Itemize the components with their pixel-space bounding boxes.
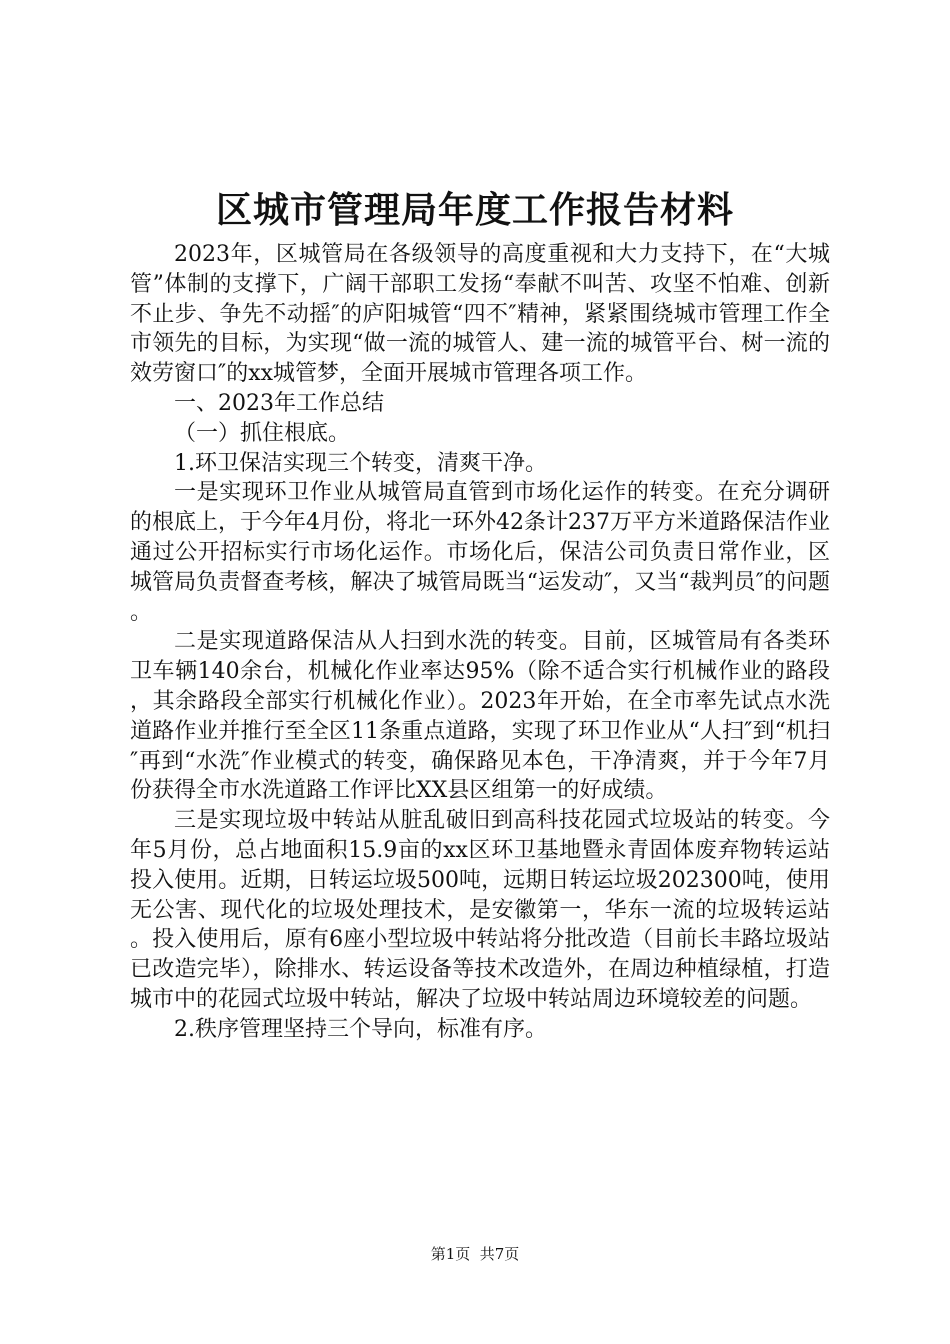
document-title: 区城市管理局年度工作报告材料 [215, 189, 734, 231]
body-paragraph: 一是实现环卫作业从城管局直管到市场化运作的转变。在充分调研的根底上，于今年4月份，将北一环外42条计237万平方米道路保洁作业通过公开招标实行市场化运作。市场化后，保洁公司负责日常作业，区城管局负责督查考核，解决了城管局既当“运发动″，又当“裁判员″的问题。 [130, 480, 830, 625]
body-paragraph: 二是实现道路保洁从人扫到水洗的转变。目前，区城管局有各类环卫车辆140余台，机械化作业率达95%（除不适合实行机械作业的路段，其余路段全部实行机械化作业）。2023年开始，在全市率先试点水洗道路作业并推行至全区11条重点道路，实现了环卫作业从“人扫″到“机扫″再到“水洗″作业模式的转变，确保路见本色，干净清爽，并于今年7月份获得全市水洗道路工作评比XX县区组第一的好成绩。 [130, 629, 830, 804]
item-heading: 2.秩序管理坚持三个导向，标准有序。 [174, 1016, 547, 1042]
item-heading: 1.环卫保洁实现三个转变，清爽干净。 [174, 450, 547, 476]
page-number-footer: 第1页 共7页 [430, 1245, 520, 1263]
intro-paragraph: 2023年，区城管局在各级领导的高度重视和大力支持下，在“大城管”体制的支撑下，广阔干部职工发扬“奉献不叫苦、攻坚不怕难、创新不止步、争先不动摇″的庐阳城管“四不″精神，紧紧围绕城市管理工作全市领先的目标，为实现“做一流的城管人、建一流的城管平台、树一流的效劳窗口″的xx城管梦，全面开展城市管理各项工作。 [130, 242, 830, 387]
body-paragraph: 三是实现垃圾中转站从脏乱破旧到高科技花园式垃圾站的转变。今年5月份，总占地面积15.9亩的xx区环卫基地暨永青固体废弃物转运站投入使用。近期，日转运垃圾500吨，远期日转运垃圾202300吨，使用无公害、现代化的垃圾处理技术，是安徽第一，华东一流的垃圾转运站。投入使用后，原有6座小型垃圾中转站将分批改造（目前长丰路垃圾站已改造完毕），除排水、转运设备等技术改造外，在周边种植绿植，打造城市中的花园式垃圾中转站，解决了垃圾中转站周边环境较差的问题。 [130, 808, 830, 1012]
subsection-heading: （一）抓住根底。 [174, 420, 351, 446]
document-body [130, 240, 830, 1045]
section-heading: 一、2023年工作总结 [174, 390, 384, 416]
